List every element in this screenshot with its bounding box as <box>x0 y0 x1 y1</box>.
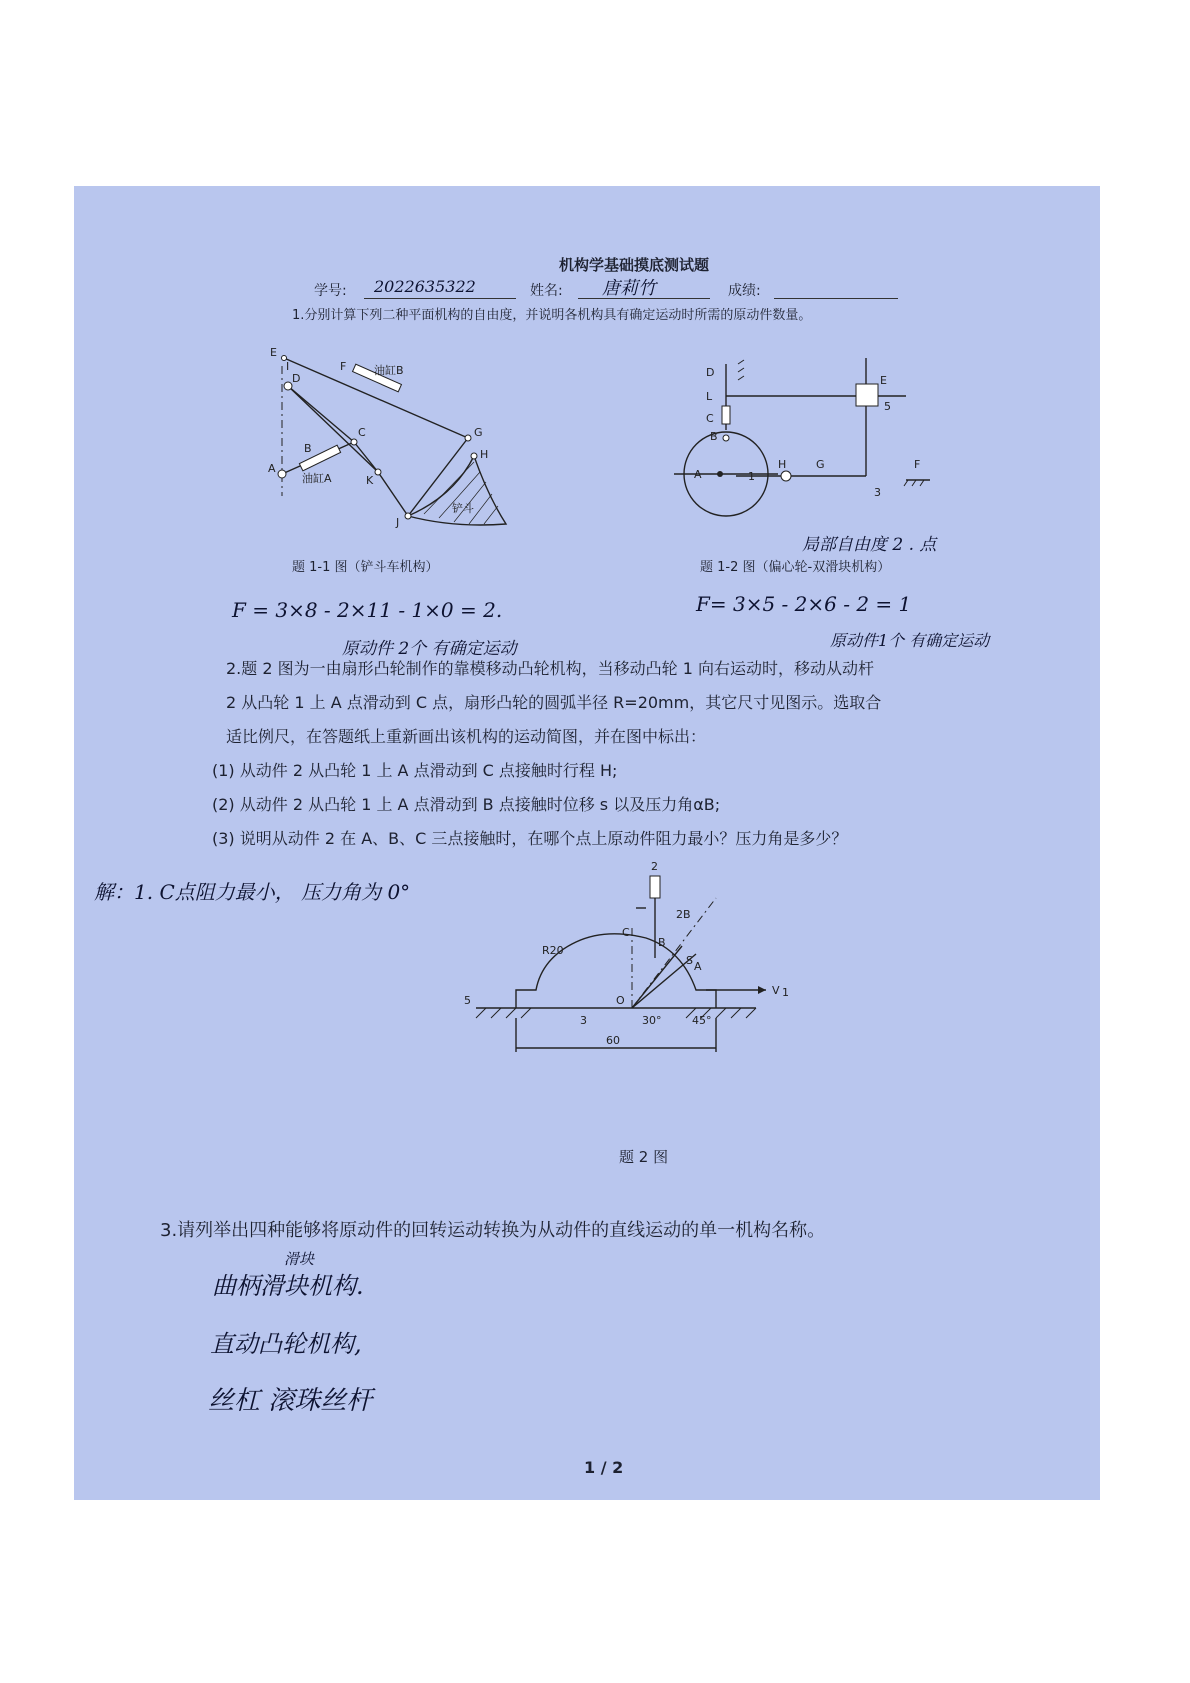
fig1-label-G: G <box>474 426 483 439</box>
fig1-label-D: D <box>292 372 301 385</box>
fig3-label-R20: R20 <box>542 944 564 957</box>
q1-left-formula: F = 3×8 - 2×11 - 1×0 = 2. <box>232 598 503 622</box>
q1-right-local-dof-note: 局部自由度 2 . 点 <box>802 535 937 555</box>
q2-line-3: 适比例尺，在答题纸上重新画出该机构的运动简图，并在图中标出： <box>226 727 707 746</box>
page-number: 1 / 2 <box>584 1458 624 1477</box>
name-label: 姓名: <box>530 283 563 299</box>
fig2-label-H: H <box>778 458 787 471</box>
fig2-label-A: A <box>694 468 702 481</box>
fig3-label-O: O <box>616 994 625 1007</box>
fig2-label-G: G <box>816 458 825 471</box>
q3-answer-2: 直动凸轮机构, <box>210 1330 362 1358</box>
fig3-label-2: 2 <box>651 860 658 873</box>
q3-answer-correction: 滑块 <box>284 1250 315 1268</box>
fig1-label-J: J <box>396 516 400 529</box>
q3-answer-3: 丝杠 滚珠丝杆 <box>208 1386 373 1416</box>
q1-right-formula: F= 3×5 - 2×6 - 2 = 1 <box>696 592 912 616</box>
q2-line-1: 2.题 2 图为一由扇形凸轮制作的靠模移动凸轮机构，当移动凸轮 1 向右运动时，移动从动杆 <box>226 659 874 678</box>
fig1-label-cylinder-b: 油缸B <box>374 364 404 377</box>
fig2-label-C: C <box>706 412 714 425</box>
fig1-label-cylinder-a: 油缸A <box>302 472 332 485</box>
fig3-label-sA: A <box>694 960 702 973</box>
q2-item-2: (2) 从动件 2 从凸轮 1 上 A 点滑动到 B 点接触时位移 s 以及压力角αB; <box>212 795 721 814</box>
figure-1-2-caption: 题 1-2 图（偏心轮-双滑块机构） <box>700 560 891 575</box>
q3-prompt: 3.请列举出四种能够将原动件的回转运动转换为从动件的直线运动的单一机构名称。 <box>160 1220 826 1241</box>
fig3-label-5: 5 <box>464 994 471 1007</box>
figure-1-1-caption: 题 1-1 图（铲斗车机构） <box>292 560 439 575</box>
fig1-label-H: H <box>480 448 489 461</box>
fig2-label-5: 5 <box>884 400 891 413</box>
fig1-label-K: K <box>366 474 374 487</box>
q2-answer: 解：1. C点阻力最小， 压力角为 0° <box>94 880 411 904</box>
q1-prompt: 1.分别计算下列二种平面机构的自由度，并说明各机构具有确定运动时所需的原动件数量。 <box>292 308 812 323</box>
fig3-label-V1: 1 <box>782 986 789 999</box>
name-value: 唐莉竹 <box>602 278 656 299</box>
figure-1-1-bucket-mechanism <box>244 346 584 576</box>
q2-item-1: (1) 从动件 2 从凸轮 1 上 A 点滑动到 C 点接触时行程 H; <box>212 761 618 780</box>
exam-sheet <box>74 186 1100 1500</box>
fig3-label-s: S <box>686 954 693 967</box>
fig1-label-E: E <box>270 346 277 359</box>
fig1-label-I: I <box>286 360 290 373</box>
q1-right-note: 原动件1个 有确定运动 <box>830 631 990 650</box>
fig3-label-3: 3 <box>580 1014 587 1027</box>
q1-left-note: 原动件 2个 有确定运动 <box>342 639 517 659</box>
fig3-label-B: B <box>658 936 666 949</box>
fig2-label-E: E <box>880 374 887 387</box>
score-underline <box>774 298 898 299</box>
student-id-underline <box>364 298 516 299</box>
figure-2-caption: 题 2 图 <box>619 1148 669 1166</box>
q2-line-2: 2 从凸轮 1 上 A 点滑动到 C 点，扇形凸轮的圆弧半径 R=20mm，其它尺寸见图示。选取合 <box>226 693 882 712</box>
fig3-label-60: 60 <box>606 1034 620 1047</box>
student-id-value: 2022635322 <box>374 277 476 296</box>
fig2-label-F: F <box>914 458 921 471</box>
fig2-label-L: L <box>706 390 713 403</box>
fig3-label-C: C <box>622 926 630 939</box>
fig1-label-A: A <box>268 462 276 475</box>
student-id-label: 学号: <box>314 283 347 299</box>
fig1-label-bucket: 铲斗 <box>452 502 474 515</box>
score-label: 成绩: <box>728 283 761 299</box>
fig2-label-1: 1 <box>748 470 755 483</box>
fig3-label-45deg: 45° <box>692 1014 712 1027</box>
fig1-label-B: B <box>304 442 312 455</box>
fig1-label-C: C <box>358 426 366 439</box>
fig3-label-alpha: 2B <box>676 908 691 921</box>
q3-answer-1: 曲柄滑块机构. <box>212 1272 364 1300</box>
fig3-label-30deg: 30° <box>642 1014 662 1027</box>
q2-item-3: (3) 说明从动件 2 在 A、B、C 三点接触时，在哪个点上原动件阻力最小？压力角是多少？ <box>212 829 848 848</box>
fig2-label-B: B <box>710 430 718 443</box>
figure-2-wedge-cam-mechanism <box>446 858 846 1088</box>
fig1-label-F: F <box>340 360 347 373</box>
exam-title: 机构学基础摸底测试题 <box>559 256 710 274</box>
fig2-label-D: D <box>706 366 715 379</box>
fig2-label-3: 3 <box>874 486 881 499</box>
fig3-label-V: V <box>772 984 780 997</box>
